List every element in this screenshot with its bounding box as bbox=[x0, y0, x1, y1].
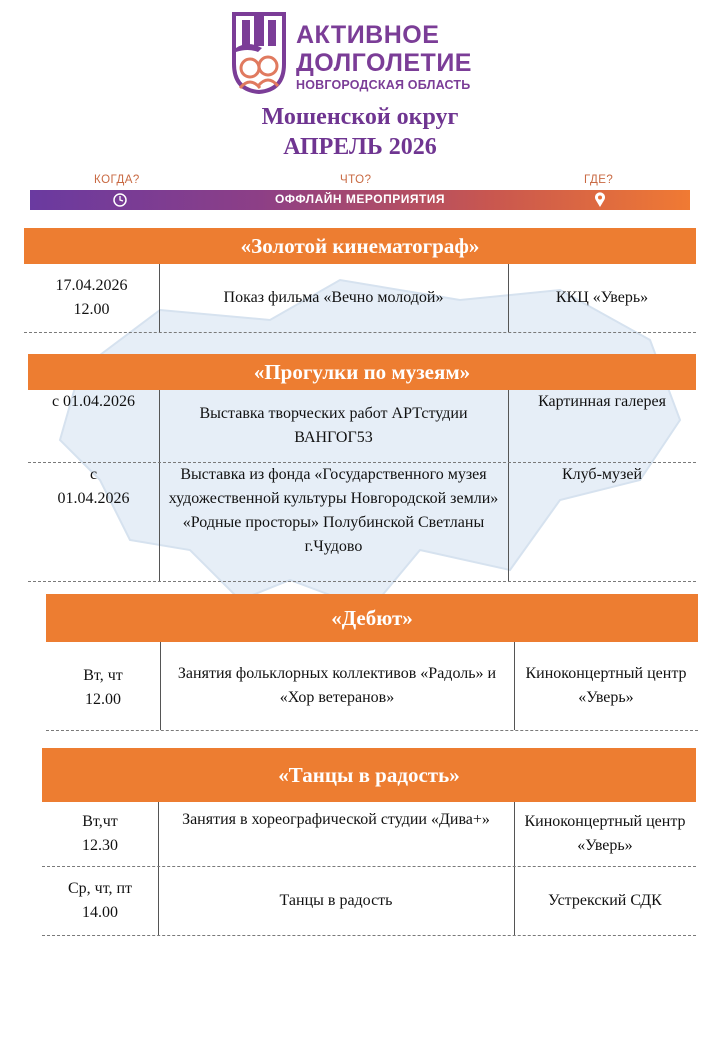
section-title: «Танцы в радость» bbox=[42, 748, 696, 802]
event-date: с 01.04.2026 bbox=[57, 466, 130, 507]
event-description: Показ фильма «Вечно молодой» bbox=[223, 289, 444, 306]
section-title: «Золотой кинематограф» bbox=[24, 228, 696, 264]
section-title: «Дебют» bbox=[46, 594, 698, 642]
section-title: «Прогулки по музеям» bbox=[28, 354, 696, 390]
district-title: Мошенской округ bbox=[261, 104, 459, 130]
table-row bbox=[28, 463, 696, 582]
event-days: Вт, чт 12.00 bbox=[83, 667, 123, 708]
section-museum-walks bbox=[28, 354, 696, 582]
ribbon-label: ОФФЛАЙН МЕРОПРИЯТИЯ bbox=[274, 192, 446, 206]
what-label: ЧТО? bbox=[340, 174, 372, 186]
event-date: 17.04.2026 12.00 bbox=[55, 277, 128, 318]
event-place: ККЦ «Уверь» bbox=[555, 289, 649, 306]
emblem-icon bbox=[228, 10, 290, 94]
event-description: Занятия в хореографической студии «Дива+» bbox=[182, 811, 490, 828]
event-description: Танцы в радость bbox=[279, 892, 393, 909]
table-row bbox=[46, 642, 698, 731]
active-longevity-logo bbox=[228, 10, 498, 96]
event-days: Ср, чт, пт 14.00 bbox=[67, 880, 133, 921]
month-title: АПРЕЛЬ 2026 bbox=[283, 134, 437, 160]
event-description: Выставка из фонда «Государственного музея художественной культуры Новгородской земли» «Родные просторы» Полубинской Светланы г.Чудово bbox=[168, 466, 499, 555]
table-row bbox=[24, 264, 696, 333]
section-golden-cinema bbox=[24, 228, 696, 333]
event-days: Вт,чт 12.30 bbox=[82, 813, 118, 854]
event-place: Киноконцертный центр «Уверь» bbox=[524, 813, 686, 854]
table-row bbox=[42, 802, 696, 867]
table-row bbox=[42, 867, 696, 936]
event-description: Занятия фольклорных коллективов «Радоль» и «Хор ветеранов» bbox=[177, 665, 497, 706]
event-description: Выставка творческих работ АРТстудии ВАНГОГ53 bbox=[199, 405, 468, 446]
where-label: ГДЕ? bbox=[584, 174, 614, 186]
section-dances bbox=[42, 748, 696, 936]
when-label: КОГДА? bbox=[94, 174, 140, 186]
event-place: Клуб-музей bbox=[561, 466, 643, 483]
event-place: Картинная галерея bbox=[538, 393, 666, 410]
section-debut bbox=[46, 594, 698, 731]
event-place: Устрекский СДК bbox=[548, 892, 662, 909]
event-date: с 01.04.2026 bbox=[51, 393, 136, 410]
logo-line-3: НОВГОРОДСКАЯ ОБЛАСТЬ bbox=[296, 78, 471, 92]
event-place: Киноконцертный центр «Уверь» bbox=[525, 665, 687, 706]
location-pin-icon bbox=[594, 192, 606, 208]
table-row bbox=[28, 390, 696, 463]
ribbon-labels bbox=[30, 174, 690, 188]
logo-line-2: ДОЛГОЛЕТИЕ bbox=[296, 49, 472, 77]
offline-events-ribbon bbox=[30, 190, 690, 210]
logo-line-1: АКТИВНОЕ bbox=[296, 21, 440, 49]
